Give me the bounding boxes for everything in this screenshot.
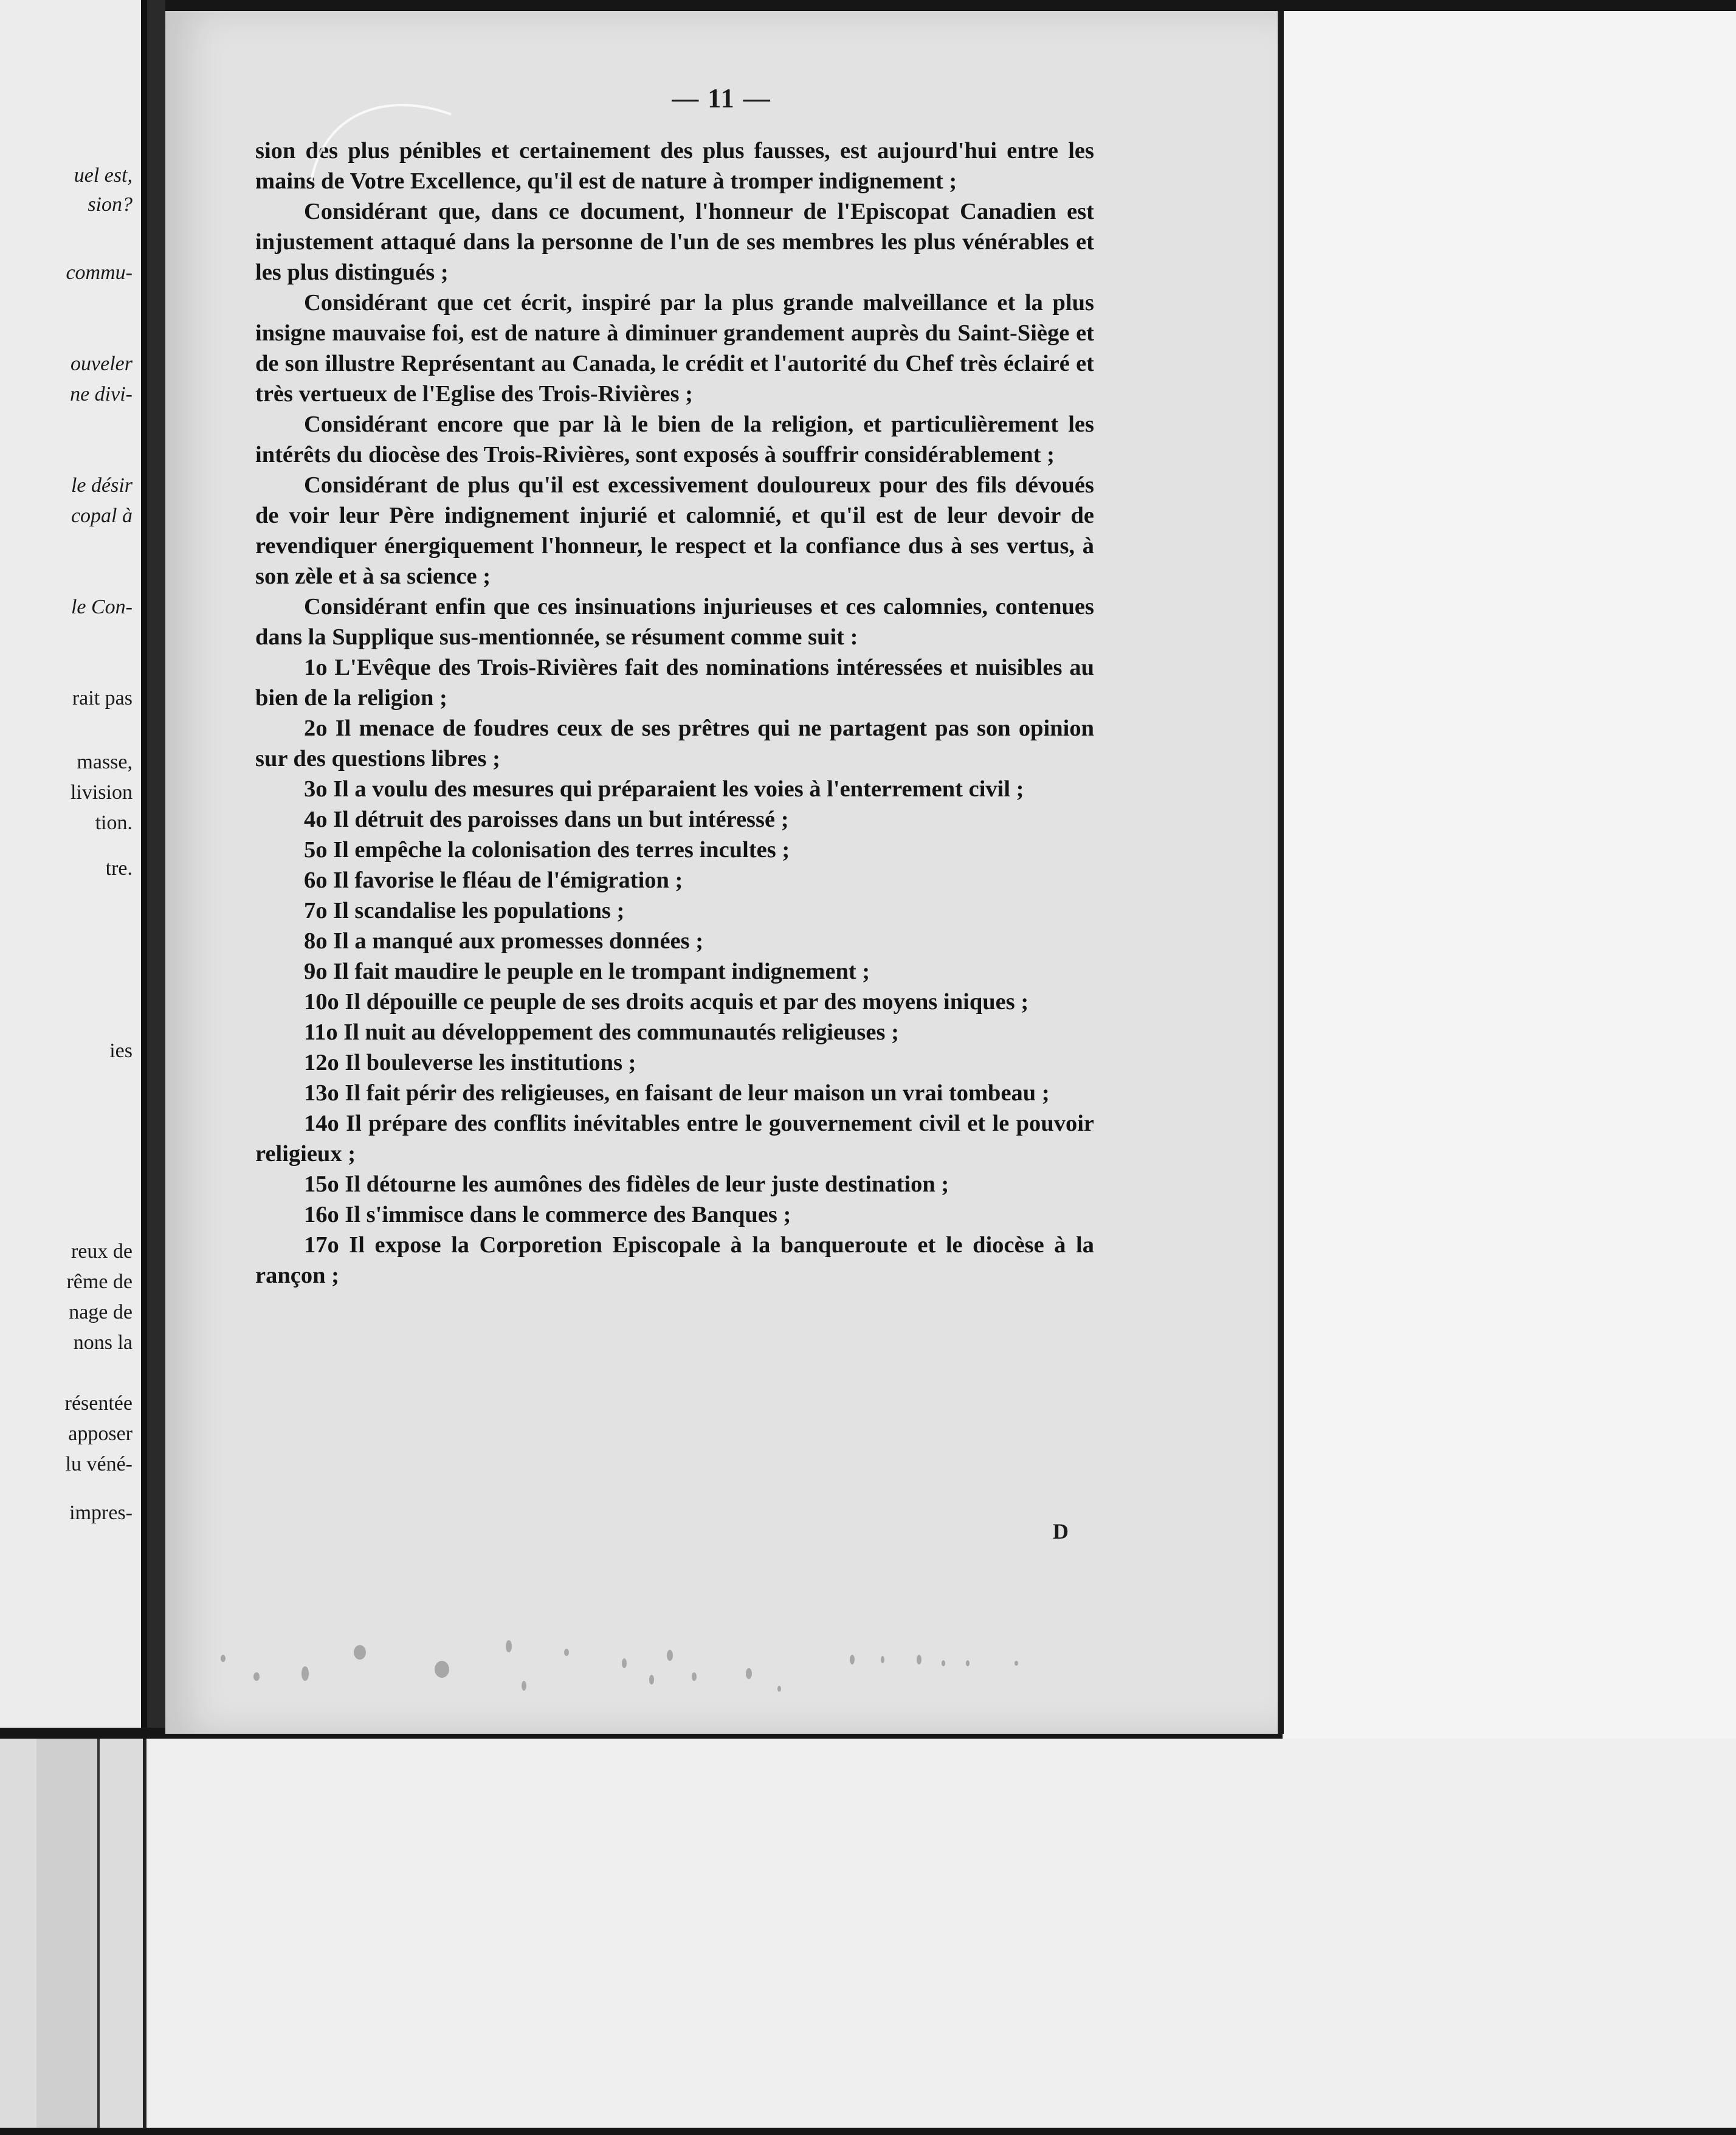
left-page-fragment: lu véné- (65, 1453, 133, 1475)
left-page-fragment: ne divi- (70, 383, 133, 405)
numbered-accusation-item: 1o L'Evêque des Trois-Rivières fait des nominations intéressées et nuisibles au bien de la religion ; (255, 655, 1094, 711)
book-edge-inner (36, 1739, 100, 2128)
numbered-accusation-item: 12o Il bouleverse les institutions ; (304, 1050, 636, 1075)
left-page-fragment: copal à (71, 505, 133, 527)
continuation-paragraph: sion des plus pénibles et certainement des plus fausses, est aujourd'hui entre les mains de Votre Excellence, qu'il est de nature à tromper indignement ; (255, 138, 1094, 194)
bottom-film-strip (0, 1739, 1736, 2128)
body-text (255, 136, 1094, 1291)
specks-group (221, 1640, 1018, 1692)
numbered-accusation-item: 7o Il scandalise les populations ; (304, 898, 625, 923)
numbered-accusation-item: 2o Il menace de foudres ceux de ses prêtres qui ne partagent pas son opinion sur des questions libres ; (255, 716, 1094, 771)
left-page-fragment: reux de (71, 1240, 133, 1263)
considerant-paragraph: Considérant que cet écrit, inspiré par la plus grande malveillance et la plus insigne mauvaise foi, est de nature à diminuer grandement auprès du Saint-Siège et de son illustre Représentant au Canada, le crédit et l'autorité du Chef très éclairé et très vertueux de l'Eglise des Trois-Rivières ; (255, 290, 1094, 407)
page-number: — 11 — (672, 83, 771, 113)
numbered-accusation-item: 15o Il détourne les aumônes des fidèles de leur juste destination ; (304, 1171, 949, 1197)
left-page-fragment: nons la (73, 1331, 133, 1354)
numbered-accusation-item: 16o Il s'immisce dans le commerce des Banques ; (304, 1202, 791, 1227)
left-page-fragment: rême de (66, 1271, 133, 1293)
left-page-fragment: commu- (66, 261, 133, 284)
left-page-fragment: masse, (77, 751, 133, 773)
book-gutter (147, 0, 165, 1728)
numbered-accusation-item: 5o Il empêche la colonisation des terres incultes ; (304, 837, 790, 863)
numbered-accusation-item: 9o Il fait maudire le peuple en le trompant indignement ; (304, 959, 870, 984)
considerant-paragraph: Considérant enfin que ces insinuations injurieuses et ces calomnies, contenues dans la Supplique sus-mentionnée, se résument comme suit : (255, 594, 1094, 650)
considerant-paragraph: Considérant encore que par là le bien de la religion, et particulièrement les intérêts du diocèse des Trois-Rivières, sont exposés à souffrir considérablement ; (255, 412, 1094, 467)
left-page-fragment: tion. (95, 812, 133, 834)
left-page-fragment: tre. (105, 857, 133, 880)
numbered-accusation-item: 10o Il dépouille ce peuple de ses droits acquis et par des moyens iniques ; (304, 989, 1029, 1015)
considerant-paragraph: Considérant de plus qu'il est excessivement douloureux pour des fils dévoués de voir leur Père indignement injurié et calomnié, et qu'il est de leur devoir de revendiquer énergiquement l'honneur, le respect et la confiance dus à ses vertus, à son zèle et à sa science ; (255, 472, 1094, 589)
numbered-accusation-item: 3o Il a voulu des mesures qui préparaient les voies à l'enterrement civil ; (304, 776, 1024, 802)
numbered-accusation-item: 13o Il fait périr des religieuses, en faisant de leur maison un vrai tombeau ; (304, 1080, 1050, 1106)
left-page-fragment: résentée (64, 1392, 133, 1415)
considerant-paragraph: Considérant que, dans ce document, l'honneur de l'Episcopat Canadien est injustement attaqué dans la personne de l'un de ses membres les plus vénérables et les plus distingués ; (255, 199, 1094, 285)
left-page-fragment: apposer (68, 1423, 133, 1445)
left-page-fragment: rait pas (72, 687, 133, 709)
numbered-accusation-item: 11o Il nuit au développement des communautés religieuses ; (304, 1019, 899, 1045)
previous-page-edge (0, 0, 147, 1728)
left-page-fragment: le Con- (71, 596, 133, 618)
numbered-accusation-item: 4o Il détruit des paroisses dans un but intéressé ; (304, 807, 789, 832)
left-page-fragment: nage de (69, 1301, 133, 1323)
left-page-fragment: livision (70, 781, 133, 804)
numbered-accusation-item: 6o Il favorise le fléau de l'émigration ; (304, 867, 683, 893)
left-page-fragment: ouveler (71, 353, 133, 375)
left-page-fragment: uel est, (74, 164, 133, 187)
numbered-accusation-item: 17o Il expose la Corporetion Episcopale à la banqueroute et le diocèse à la rançon ; (255, 1232, 1094, 1288)
numbered-accusation-item: 8o Il a manqué aux promesses données ; (304, 928, 704, 954)
document-page (165, 11, 1284, 1734)
left-page-fragment: sion? (88, 193, 133, 216)
left-page-fragment: ies (109, 1040, 133, 1062)
signature-mark: D (1053, 1519, 1069, 1543)
left-page-fragment: le désir (71, 474, 133, 497)
numbered-accusation-item: 14o Il prépare des conflits inévitables entre le gouvernement civil et le pouvoir religieux ; (255, 1111, 1094, 1167)
left-page-fragment: impres- (69, 1502, 133, 1524)
